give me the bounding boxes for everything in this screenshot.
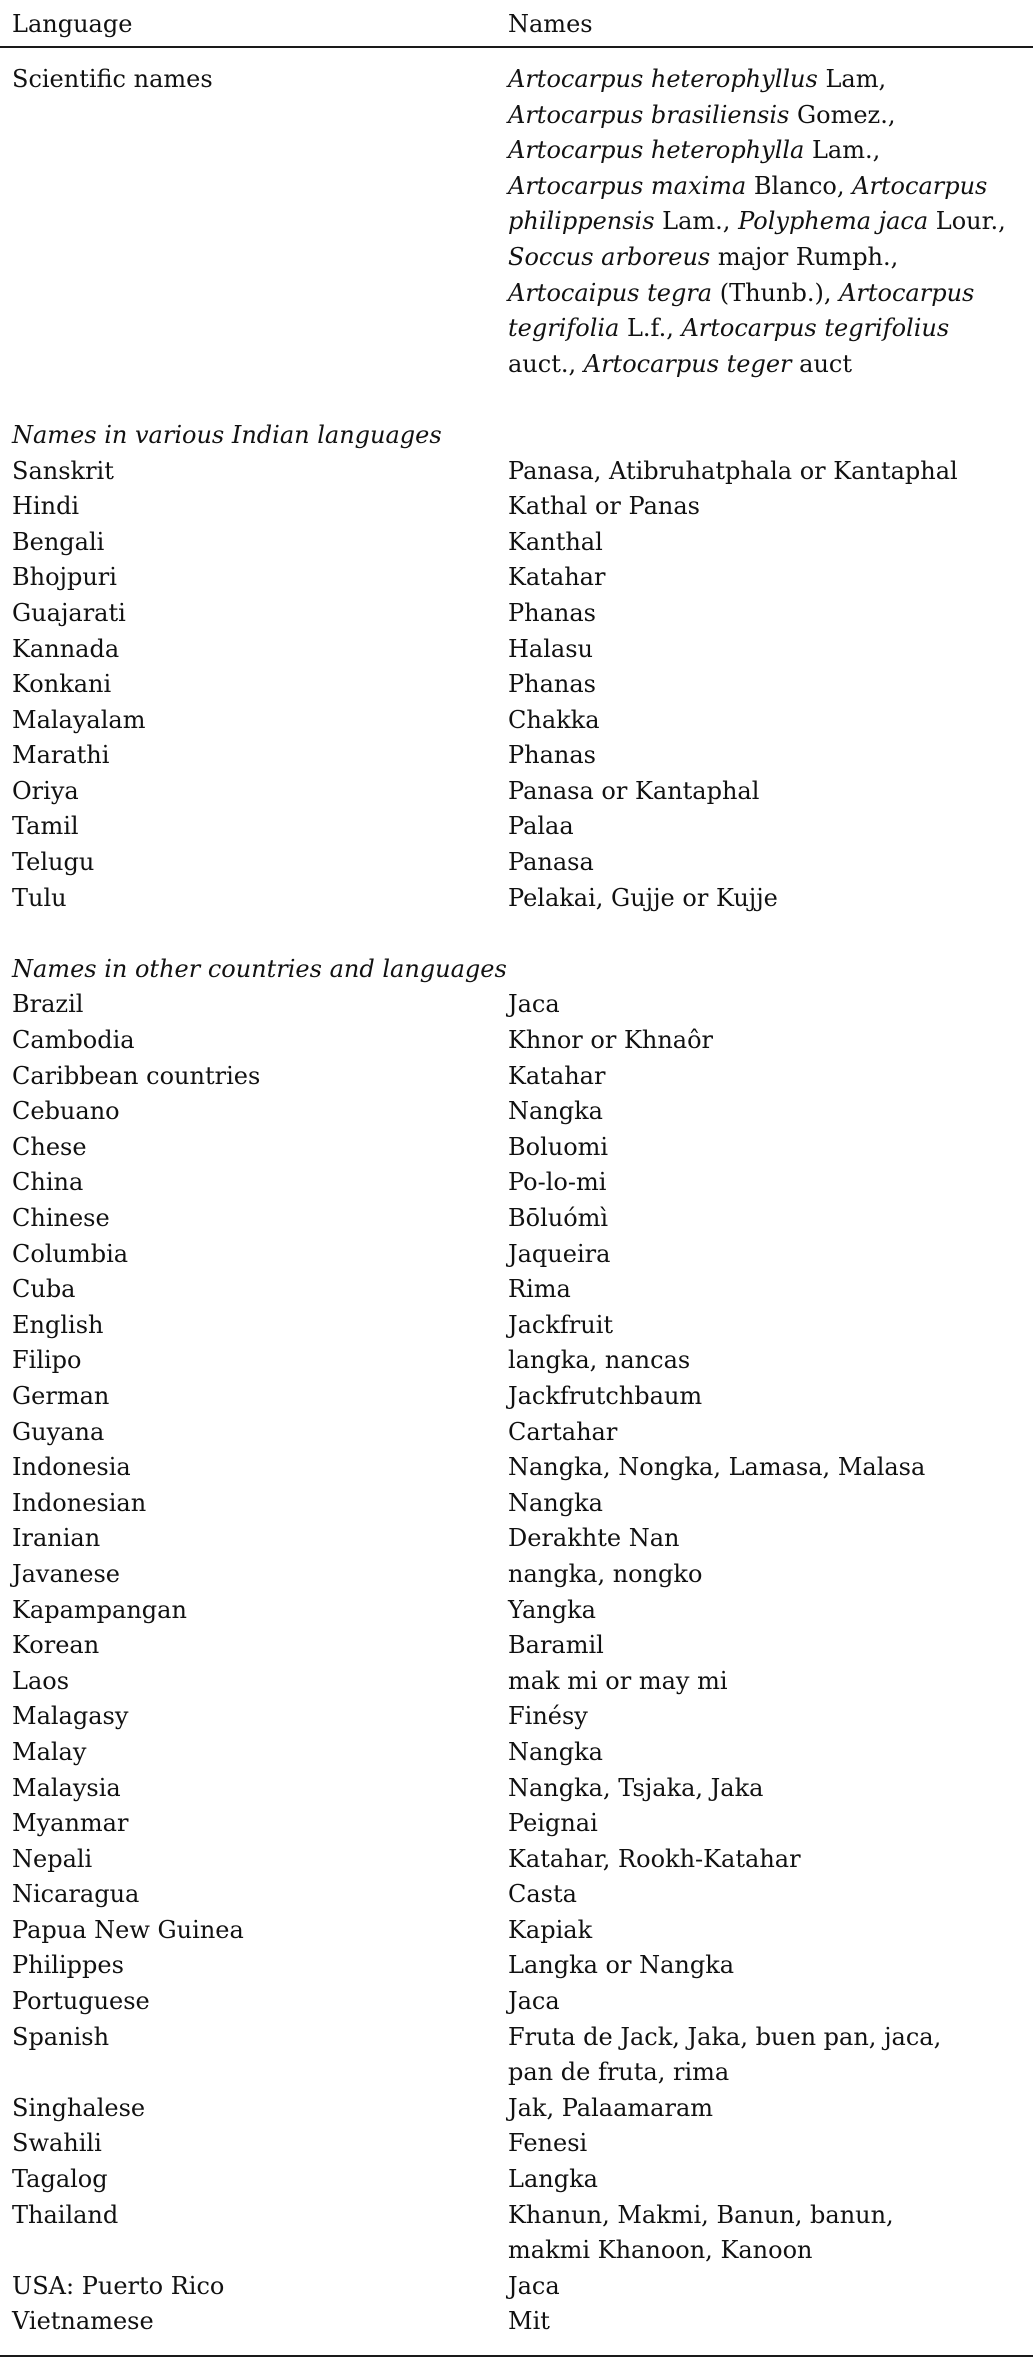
table-row xyxy=(0,1842,1033,1878)
names-cell xyxy=(508,845,1008,881)
names-cell xyxy=(508,774,1008,810)
table-row xyxy=(0,2162,1033,2198)
names-line: Kapiak xyxy=(508,1915,593,1944)
language-cell: Malay xyxy=(12,1737,87,1766)
table-row xyxy=(0,1699,1033,1735)
names-cell xyxy=(508,987,1008,1023)
table-row xyxy=(0,1521,1033,1557)
section-spacer xyxy=(0,382,1033,418)
table-row xyxy=(0,560,1033,596)
names-cell xyxy=(508,667,1008,703)
language-cell: Kannada xyxy=(12,634,120,663)
names-line: Cartahar xyxy=(508,1417,618,1446)
names-cell xyxy=(508,1557,1008,1593)
language-cell: Nicaragua xyxy=(12,1880,140,1909)
names-line: nangka, nongko xyxy=(508,1559,703,1588)
names-cell xyxy=(508,738,1008,774)
language-cell: Cambodia xyxy=(12,1026,135,1055)
table-row xyxy=(0,1308,1033,1344)
names-line: Jackfruit xyxy=(508,1310,614,1339)
language-cell: Laos xyxy=(12,1666,70,1695)
language-cell: Bhojpuri xyxy=(12,563,117,592)
language-cell: Kapampangan xyxy=(12,1595,187,1624)
table-body xyxy=(0,62,1033,2340)
names-line: Jak, Palaamaram xyxy=(508,2093,714,2122)
names-line: Boluomi xyxy=(508,1132,609,1161)
names-cell xyxy=(508,2020,1008,2091)
scientific-binomial: Soccus arboreus xyxy=(508,242,711,271)
language-cell: Bengali xyxy=(12,527,105,556)
names-cell xyxy=(508,2269,1008,2305)
scientific-authority: Lam., xyxy=(804,136,881,165)
names-line: Katahar, Rookh-Katahar xyxy=(508,1844,801,1873)
indian-rows xyxy=(0,454,1033,917)
names-line: Chakka xyxy=(508,705,600,734)
table-row xyxy=(0,596,1033,632)
names-line: Jackfrutchbaum xyxy=(508,1381,703,1410)
names-line: Kanthal xyxy=(508,527,603,556)
names-line: Jaca xyxy=(508,1987,560,2016)
names-cell xyxy=(508,1343,1008,1379)
scientific-binomial: Artocarpus tegrifolius xyxy=(681,314,950,343)
names-line: Po-lo-mi xyxy=(508,1168,607,1197)
names-cell xyxy=(508,1165,1008,1201)
scientific-authority: Lour., xyxy=(928,207,1006,236)
names-cell xyxy=(508,2198,1008,2269)
scientific-authority: Lam., xyxy=(654,207,731,236)
language-cell: Guyana xyxy=(12,1417,105,1446)
scientific-label: Scientific names xyxy=(12,65,213,93)
scientific-binomial: Artocarpus heterophylla xyxy=(508,136,805,165)
names-cell xyxy=(508,1059,1008,1095)
scientific-authority: Gomez., xyxy=(789,100,896,129)
table-row xyxy=(0,881,1033,917)
language-cell: German xyxy=(12,1381,110,1410)
table-row xyxy=(0,1486,1033,1522)
names-line: Yangka xyxy=(508,1595,596,1624)
table-row xyxy=(0,2126,1033,2162)
table-row xyxy=(0,1735,1033,1771)
names-line: Kathal or Panas xyxy=(508,492,700,521)
table-row xyxy=(0,1913,1033,1949)
language-cell: Telugu xyxy=(12,848,95,877)
names-line: Mit xyxy=(508,2307,550,2336)
names-cell xyxy=(508,1593,1008,1629)
table-row xyxy=(0,1771,1033,1807)
language-cell: Singhalese xyxy=(12,2093,146,2122)
language-cell: Portuguese xyxy=(12,1987,150,2016)
names-cell xyxy=(508,1699,1008,1735)
header-names: Names xyxy=(508,10,593,38)
names-line: Phanas xyxy=(508,598,596,627)
scientific-binomial: Artocarpus tegrifolia xyxy=(508,278,975,343)
names-line: Rima xyxy=(508,1275,571,1304)
names-line: Baramil xyxy=(508,1631,604,1660)
table-row xyxy=(0,738,1033,774)
language-cell: Swahili xyxy=(12,2129,102,2158)
table-row xyxy=(0,1948,1033,1984)
names-cell xyxy=(508,809,1008,845)
table-row xyxy=(0,774,1033,810)
names-line: Peignai xyxy=(508,1809,598,1838)
names-cell xyxy=(508,881,1008,917)
scientific-authority: auct., xyxy=(508,349,584,378)
scientific-names xyxy=(508,62,1008,382)
names-line: Jaca xyxy=(508,2271,560,2300)
table-row xyxy=(0,1877,1033,1913)
table-row xyxy=(0,1806,1033,1842)
table-row xyxy=(0,1628,1033,1664)
names-line: Phanas xyxy=(508,670,596,699)
names-line: Bōluómì xyxy=(508,1204,609,1232)
table-row xyxy=(0,703,1033,739)
names-line: Nangka xyxy=(508,1097,603,1126)
names-cell xyxy=(508,1628,1008,1664)
names-cell xyxy=(508,2304,1008,2340)
language-cell: Malaysia xyxy=(12,1773,121,1802)
footer-rule xyxy=(0,2355,1033,2357)
names-line: Palaa xyxy=(508,812,574,841)
language-cell: Caribbean countries xyxy=(12,1061,261,1090)
table-row xyxy=(0,2020,1033,2091)
section-spacer xyxy=(0,916,1033,952)
table-row xyxy=(0,1272,1033,1308)
scientific-row xyxy=(0,62,1033,382)
scientific-binomial: Artocaipus tegra xyxy=(508,278,713,307)
scientific-binomial: Artocarpus philippensis xyxy=(508,171,988,236)
language-cell: Myanmar xyxy=(12,1809,129,1838)
language-cell: English xyxy=(12,1310,104,1339)
language-cell: Philippes xyxy=(12,1951,124,1980)
table-row xyxy=(0,987,1033,1023)
language-cell: Hindi xyxy=(12,492,80,521)
table-row xyxy=(0,2304,1033,2340)
table-row xyxy=(0,809,1033,845)
language-cell: Iranian xyxy=(12,1524,101,1553)
table-header xyxy=(0,6,1033,42)
language-cell: USA: Puerto Rico xyxy=(12,2271,225,2300)
scientific-binomial: Artocarpus maxima xyxy=(508,171,747,200)
language-cell: Cebuano xyxy=(12,1097,120,1126)
names-line: Pelakai, Gujje or Kujje xyxy=(508,883,778,912)
names-cell xyxy=(508,1521,1008,1557)
language-cell: Chinese xyxy=(12,1204,110,1232)
names-cell xyxy=(508,1237,1008,1273)
names-line: langka, nancas xyxy=(508,1346,691,1375)
names-line: Khnor or Khnaôr xyxy=(508,1026,714,1055)
names-line: Finésy xyxy=(508,1702,588,1731)
table-row xyxy=(0,1379,1033,1415)
scientific-authority: Lam, xyxy=(817,65,887,93)
names-line: Jaca xyxy=(508,990,560,1019)
names-cell xyxy=(508,1984,1008,2020)
header-rule xyxy=(0,46,1033,48)
table-row xyxy=(0,1165,1033,1201)
table-row xyxy=(0,1059,1033,1095)
header-language: Language xyxy=(12,10,133,38)
language-cell: Columbia xyxy=(12,1239,129,1268)
language-cell: Malayalam xyxy=(12,705,146,734)
table-row xyxy=(0,489,1033,525)
names-line: pan de fruta, rima xyxy=(508,2058,730,2087)
names-line: Panasa xyxy=(508,848,594,877)
names-cell xyxy=(508,525,1008,561)
table-row xyxy=(0,525,1033,561)
language-cell: Malagasy xyxy=(12,1702,129,1731)
names-cell xyxy=(508,1201,1008,1237)
names-cell xyxy=(508,1023,1008,1059)
names-cell xyxy=(508,2091,1008,2127)
language-cell: Thailand xyxy=(12,2200,119,2229)
language-cell: Filipo xyxy=(12,1346,82,1375)
language-cell: Brazil xyxy=(12,990,84,1019)
table-row xyxy=(0,2269,1033,2305)
names-line: Casta xyxy=(508,1880,577,1909)
names-line: Langka or Nangka xyxy=(508,1951,735,1980)
names-cell xyxy=(508,2126,1008,2162)
names-cell xyxy=(508,1806,1008,1842)
names-line: Katahar xyxy=(508,1061,606,1090)
table-row xyxy=(0,2091,1033,2127)
names-cell xyxy=(508,1450,1008,1486)
scientific-binomial: Artocarpus teger xyxy=(583,349,792,378)
scientific-authority: L.f., xyxy=(619,314,682,343)
language-cell: Tulu xyxy=(12,883,67,912)
language-cell: Guajarati xyxy=(12,598,126,627)
language-cell: Marathi xyxy=(12,741,110,770)
names-line: Nangka, Tsjaka, Jaka xyxy=(508,1773,764,1802)
language-cell: Spanish xyxy=(12,2022,110,2051)
language-cell: Javanese xyxy=(12,1559,120,1588)
other-section-heading: Names in other countries and languages xyxy=(12,954,507,983)
names-cell xyxy=(508,703,1008,739)
names-line: Langka xyxy=(508,2165,598,2194)
language-cell: Chese xyxy=(12,1132,87,1161)
names-cell xyxy=(508,1379,1008,1415)
names-line: Derakhte Nan xyxy=(508,1524,680,1553)
table-row xyxy=(0,1415,1033,1451)
names-line: Nangka, Nongka, Lamasa, Malasa xyxy=(508,1453,926,1482)
table-row xyxy=(0,667,1033,703)
names-cell xyxy=(508,1948,1008,1984)
names-cell xyxy=(508,1735,1008,1771)
language-cell: Cuba xyxy=(12,1275,76,1304)
names-cell xyxy=(508,1771,1008,1807)
names-line: mak mi or may mi xyxy=(508,1666,728,1695)
language-cell: Konkani xyxy=(12,670,112,699)
language-cell: Tamil xyxy=(12,812,79,841)
indian-section-heading: Names in various Indian languages xyxy=(12,420,442,449)
language-cell: China xyxy=(12,1168,84,1197)
table-row xyxy=(0,454,1033,490)
language-cell: Vietnamese xyxy=(12,2307,154,2336)
names-line: Katahar xyxy=(508,563,606,592)
language-cell: Oriya xyxy=(12,776,79,805)
table-row xyxy=(0,2198,1033,2269)
names-cell xyxy=(508,632,1008,668)
names-cell xyxy=(508,1094,1008,1130)
names-cell xyxy=(508,1877,1008,1913)
language-cell: Korean xyxy=(12,1631,100,1660)
names-cell xyxy=(508,1913,1008,1949)
names-line: Fruta de Jack, Jaka, buen pan, jaca, xyxy=(508,2022,942,2051)
names-cell xyxy=(508,1415,1008,1451)
table-row xyxy=(0,1094,1033,1130)
table-row xyxy=(0,1023,1033,1059)
other-rows xyxy=(0,987,1033,2340)
language-cell: Tagalog xyxy=(12,2165,108,2194)
table-row xyxy=(0,1237,1033,1273)
names-line: Halasu xyxy=(508,634,593,663)
names-line: Phanas xyxy=(508,741,596,770)
names-cell xyxy=(508,1842,1008,1878)
scientific-binomial: Artocarpus brasiliensis xyxy=(508,100,790,129)
names-cell xyxy=(508,560,1008,596)
table-row xyxy=(0,1130,1033,1166)
names-cell xyxy=(508,1486,1008,1522)
language-cell: Indonesia xyxy=(12,1453,131,1482)
table-row xyxy=(0,1343,1033,1379)
names-line: Panasa, Atibruhatphala or Kantaphal xyxy=(508,456,958,485)
table-row xyxy=(0,1593,1033,1629)
language-cell: Sanskrit xyxy=(12,456,114,485)
names-line: Nangka xyxy=(508,1737,603,1766)
names-line: Nangka xyxy=(508,1488,603,1517)
names-line: Jaqueira xyxy=(508,1239,611,1268)
scientific-authority: auct xyxy=(791,349,853,378)
names-line: Fenesi xyxy=(508,2129,588,2158)
table-row xyxy=(0,1557,1033,1593)
language-cell: Indonesian xyxy=(12,1488,147,1517)
names-cell xyxy=(508,1308,1008,1344)
names-cell xyxy=(508,1272,1008,1308)
scientific-binomial: Polyphema jaca xyxy=(738,207,929,236)
names-line: Khanun, Makmi, Banun, banun, xyxy=(508,2200,894,2229)
names-cell xyxy=(508,454,1008,490)
names-line: Panasa or Kantaphal xyxy=(508,776,760,805)
names-cell xyxy=(508,596,1008,632)
table-row xyxy=(0,1450,1033,1486)
table-row xyxy=(0,845,1033,881)
table-row xyxy=(0,1201,1033,1237)
scientific-authority: major Rumph., xyxy=(710,242,899,271)
scientific-authority: Blanco, xyxy=(746,171,845,200)
names-cell xyxy=(508,2162,1008,2198)
table-row xyxy=(0,1664,1033,1700)
language-cell: Papua New Guinea xyxy=(12,1915,244,1944)
table-row xyxy=(0,1984,1033,2020)
names-line: makmi Khanoon, Kanoon xyxy=(508,2236,813,2265)
scientific-authority: (Thunb.), xyxy=(712,278,832,307)
names-cell xyxy=(508,489,1008,525)
names-cell xyxy=(508,1130,1008,1166)
names-cell xyxy=(508,1664,1008,1700)
table-row xyxy=(0,632,1033,668)
scientific-binomial: Artocarpus heterophyllus xyxy=(508,65,818,93)
language-cell: Nepali xyxy=(12,1844,93,1873)
